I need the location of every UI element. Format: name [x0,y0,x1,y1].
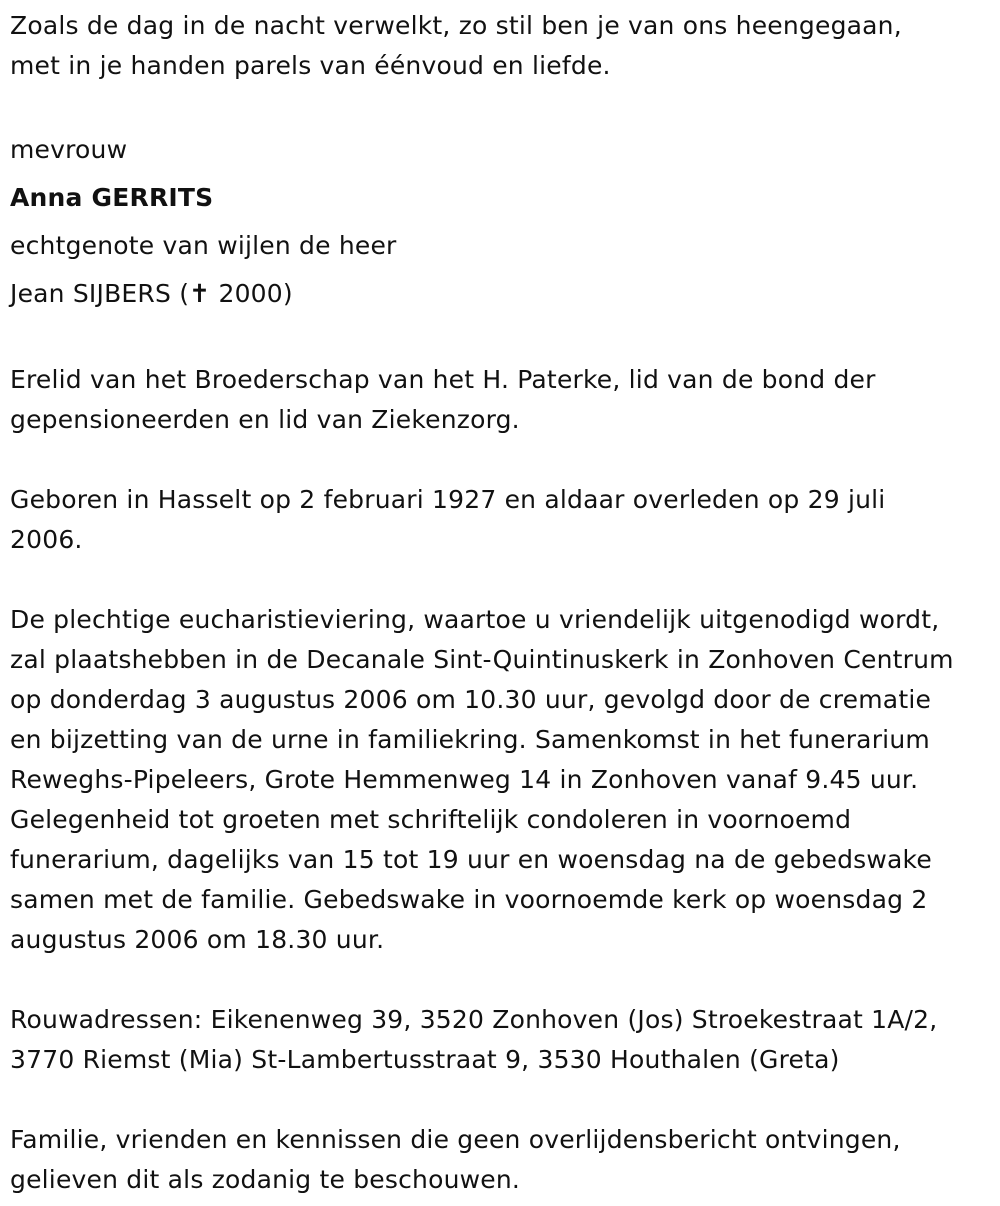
addresses-line: Rouwadressen: Eikenenweg 39, 3520 Zonhoven (Jos) Stroekestraat 1A/2, [10,1005,938,1034]
birth-death [10,480,990,560]
ceremony-line: Reweghs-Pipeleers, Grote Hemmenweg 14 in Zonhoven vanaf 9.45 uur. [10,765,919,794]
deceased-header [10,126,990,318]
poem [10,6,990,86]
memberships-line: Erelid van het Broederschap van het H. Paterke, lid van de bond der [10,365,876,394]
ceremony-line: Gelegenheid tot groeten met schriftelijk condoleren in voornoemd [10,805,852,834]
ceremony-line: funerarium, dagelijks van 15 tot 19 uur en woensdag na de gebedswake [10,845,932,874]
notice [10,1120,990,1200]
memberships [10,360,990,440]
ceremony [10,600,990,960]
poem-line: Zoals de dag in de nacht verwelkt, zo stil ben je van ons heengegaan, [10,11,902,40]
spouse-name: Jean SIJBERS (✝ 2000) [10,279,293,308]
ceremony-line: samen met de familie. Gebedswake in voornoemde kerk op woensdag 2 [10,885,928,914]
relation: echtgenote van wijlen de heer [10,231,397,260]
memberships-line: gepensioneerden en lid van Ziekenzorg. [10,405,520,434]
notice-line: Familie, vrienden en kennissen die geen overlijdensbericht ontvingen, [10,1125,901,1154]
ceremony-line: De plechtige eucharistieviering, waartoe u vriendelijk uitgenodigd wordt, [10,605,940,634]
deceased-name: Anna GERRITS [10,183,214,212]
addresses-line: 3770 Riemst (Mia) St-Lambertusstraat 9, 3530 Houthalen (Greta) [10,1045,840,1074]
birth-death-line: Geboren in Hasselt op 2 februari 1927 en aldaar overleden op 29 juli [10,485,886,514]
birth-death-line: 2006. [10,525,83,554]
notice-line: gelieven dit als zodanig te beschouwen. [10,1165,521,1194]
addresses [10,1000,990,1080]
salutation: mevrouw [10,135,128,164]
ceremony-line: op donderdag 3 augustus 2006 om 10.30 uur, gevolgd door de crematie [10,685,932,714]
poem-line: met in je handen parels van éénvoud en liefde. [10,51,611,80]
ceremony-line: augustus 2006 om 18.30 uur. [10,925,385,954]
ceremony-line: zal plaatshebben in de Decanale Sint-Quintinuskerk in Zonhoven Centrum [10,645,954,674]
ceremony-line: en bijzetting van de urne in familiekring. Samenkomst in het funerarium [10,725,930,754]
